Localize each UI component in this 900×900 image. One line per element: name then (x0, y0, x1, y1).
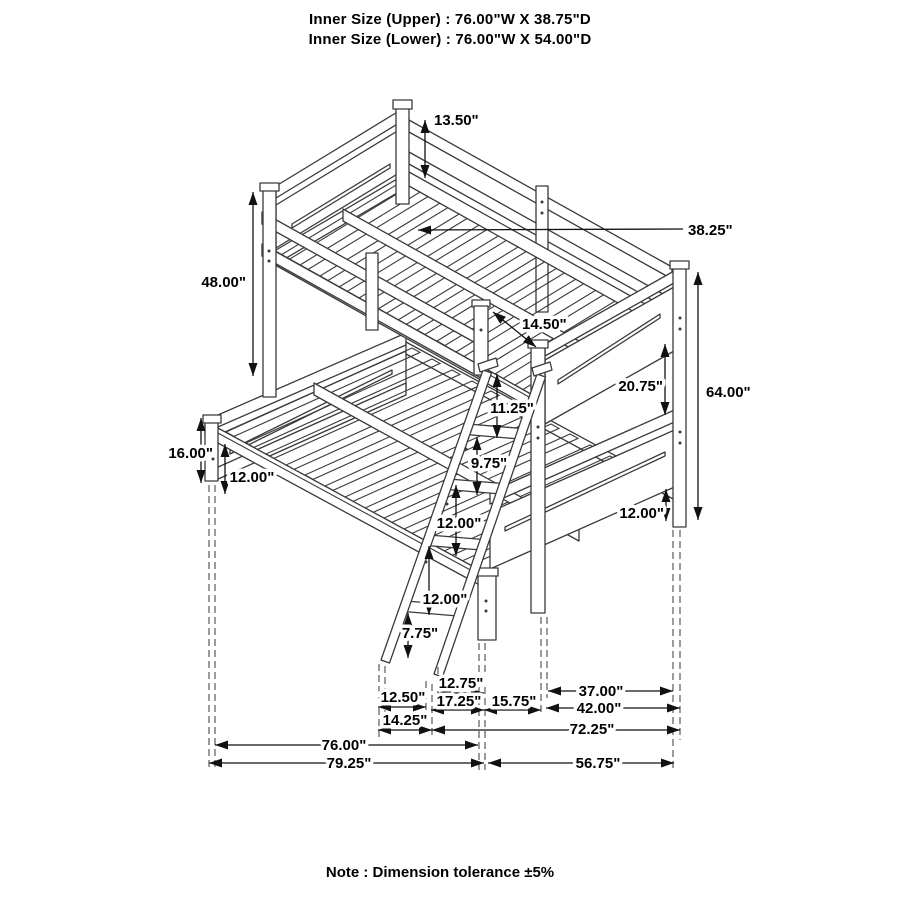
dimension (209, 755, 484, 772)
dimension-arrowhead (221, 481, 230, 494)
dimension (548, 683, 673, 700)
upper-bunk (260, 100, 689, 613)
dimension-arrowhead (493, 312, 506, 324)
dimension-label: 12.75" (438, 675, 484, 692)
dimension-label: 64.00" (706, 384, 751, 401)
dimension-arrowhead (404, 645, 413, 658)
dimension-label: 11.25" (490, 400, 534, 417)
dimension-label: 12.00" (229, 469, 275, 486)
inner-size-upper: Inner Size (Upper) : 76.00"W X 38.75"D (309, 11, 591, 28)
dimension-label: 42.00" (576, 700, 622, 717)
dimension-arrowhead (197, 470, 206, 483)
dimension-label: 38.25" (688, 222, 733, 239)
dimension (432, 721, 680, 738)
head-front-post (263, 190, 276, 397)
dimension-label: 37.00" (578, 683, 624, 700)
foot-back-post-cap (670, 261, 689, 269)
dimension (546, 700, 680, 717)
dimension-arrowhead (546, 704, 559, 713)
lower-front-left-leg-cap (203, 415, 221, 423)
dimension-arrowhead (471, 759, 484, 768)
dimension-arrowhead (432, 726, 445, 735)
dimension (402, 613, 438, 658)
dimension (378, 712, 432, 735)
dimension-label: 7.75" (401, 625, 439, 642)
head-back-post (396, 108, 409, 204)
dimension-label: 56.75" (575, 755, 621, 772)
dimension (215, 737, 478, 754)
head-front-post-cap (260, 183, 279, 191)
dimension-label: 48.00" (201, 274, 246, 291)
dimension-label: 76.00" (321, 737, 367, 754)
dimension-label: 12.00" (619, 505, 664, 522)
dimension-arrowhead (418, 225, 431, 234)
dimension-label: 14.50" (522, 316, 567, 333)
dimension-arrowhead (660, 687, 673, 696)
dimension-label: 13.50" (434, 112, 479, 129)
dimension (378, 689, 426, 712)
tolerance-note: Note : Dimension tolerance ±5% (325, 864, 555, 881)
dimension (431, 693, 484, 715)
head-back-post-cap (393, 100, 412, 109)
dimension-label: 17.25" (436, 693, 482, 710)
dimension-arrowhead (249, 363, 258, 376)
dimension-label: 12.00" (422, 591, 468, 608)
dimension-arrowhead (465, 741, 478, 750)
dimension (694, 272, 751, 520)
dimension-arrowhead (694, 507, 703, 520)
dimension-label: 72.25" (569, 721, 615, 738)
dimension (488, 755, 674, 772)
dimension-arrowhead (548, 687, 561, 696)
dimension-arrowhead (694, 272, 703, 285)
dimension-line (418, 229, 683, 230)
dimension-arrowhead (215, 741, 228, 750)
foot-back-post (673, 268, 686, 527)
dimension (484, 693, 541, 715)
dimension (201, 192, 257, 376)
dimension-arrowhead (249, 192, 258, 205)
inner-size-lower: Inner Size (Lower) : 76.00"W X 54.00"D (308, 31, 592, 48)
lower-front-right-leg (478, 574, 496, 640)
dimension-arrowhead (661, 759, 674, 768)
dimension-label: 14.25" (382, 712, 428, 729)
dimension-label: 16.00" (168, 445, 213, 462)
dimension-label: 79.25" (326, 755, 372, 772)
dimension-label: 12.50" (380, 689, 426, 706)
dimension-arrowhead (488, 759, 501, 768)
dimension-label: 20.75" (618, 378, 663, 395)
dimension-label: 15.75" (491, 693, 537, 710)
upper-front-guard-mid-post (366, 253, 378, 330)
dimension-label: 12.00" (436, 515, 482, 532)
dimension-label: 9.75" (470, 455, 508, 472)
dimension-arrowhead (452, 543, 461, 556)
